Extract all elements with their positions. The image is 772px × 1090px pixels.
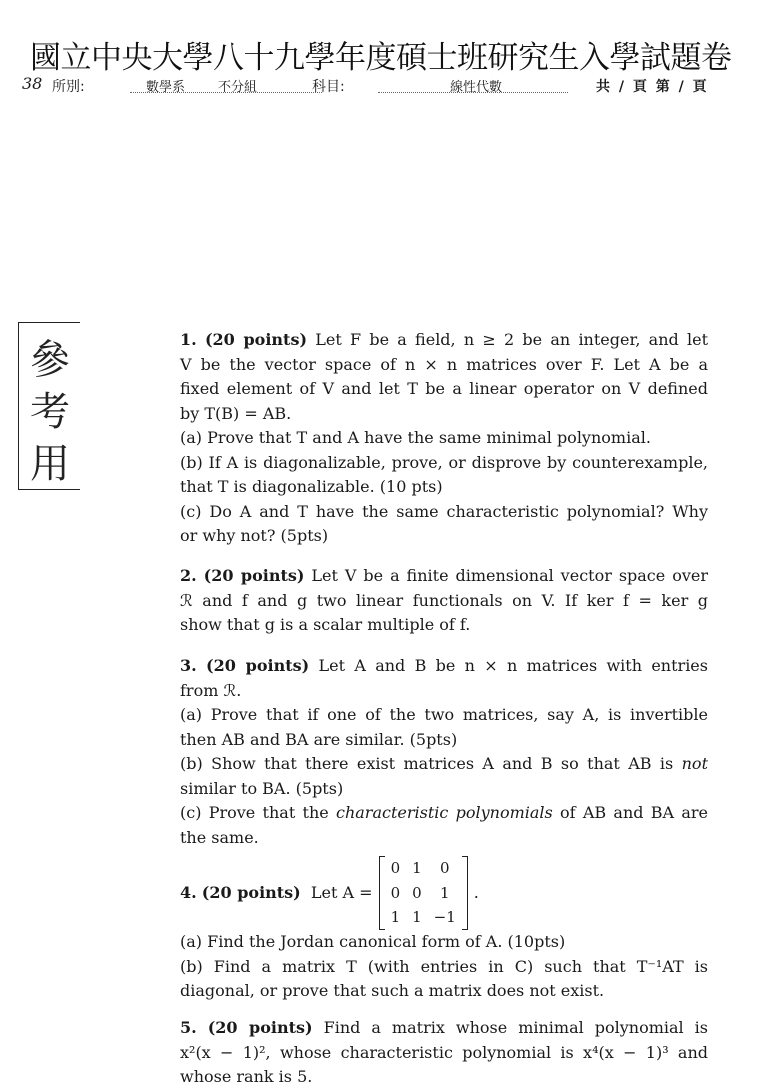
exam-title: 國立中央大學八十九學年度碩士班研究生入學試題卷 [30, 40, 732, 76]
problem-1 [180, 328, 708, 549]
problem-1-text: Let F be a field, n ≥ 2 be an integer, and let [315, 330, 708, 349]
problem-3-part-a: (a) Prove that if one of the two matrices, say A, is invertible [180, 705, 708, 724]
problem-3-part-c: (c) Prove that the [180, 803, 336, 822]
problem-3-part-b: similar to BA. (5pts) [180, 778, 344, 798]
problem-3-text: from ℛ. [180, 680, 242, 700]
subject-label: 科目: [312, 79, 345, 95]
dept-value: 數學系 [146, 80, 186, 95]
problem-1-text: fixed element of V and let T be a linear operator on V defined [180, 379, 708, 398]
problem-1-text: V be the vector space of n × n matrices over F. Let A be a [180, 354, 708, 374]
problem-5 [180, 1016, 708, 1090]
matrix-cell: 1 [412, 859, 422, 878]
problem-2-text: show that g is a scalar multiple of f. [180, 615, 471, 634]
group-value: 不分組 [218, 80, 258, 95]
problem-1-points: (20 points) [204, 330, 308, 349]
header-info-row [22, 76, 767, 98]
problem-4-statement [180, 856, 708, 930]
problem-5-points: (20 points) [207, 1018, 313, 1037]
problem-2-points: (20 points) [203, 566, 305, 585]
problem-4-period: . [473, 882, 479, 902]
matrix-a-entries [385, 856, 462, 930]
problem-4-part-a: (a) Find the Jordan canonical form of A. (10pts) [180, 932, 566, 951]
problem-2-number: 2. [180, 566, 197, 585]
problem-1-number: 1. [180, 330, 197, 349]
problem-3-part-c: the same. [180, 827, 259, 847]
problem-1-part-b: (b) If A is diagonalizable, prove, or disprove by counterexample, [180, 452, 708, 472]
problem-3-part-c: of AB and BA are [552, 803, 709, 822]
problem-4-number: 4. [180, 882, 197, 902]
problem-3-emphasis: characteristic polynomials [336, 803, 553, 822]
problem-1-part-a: (a) Prove that T and A have the same minimal polynomial. [180, 428, 651, 447]
dept-label: 所別: [52, 79, 85, 95]
matrix-cell: 0 [412, 883, 422, 902]
problem-1-part-c: or why not? (5pts) [180, 526, 329, 545]
problem-3-part-a: then AB and BA are similar. (5pts) [180, 729, 458, 749]
problem-3-text: Let A and B be n × n matrices with entries [318, 656, 708, 675]
matrix-right-bracket [462, 856, 468, 930]
matrix-cell: 1 [439, 883, 450, 902]
problem-4-points: (20 points) [201, 882, 301, 902]
matrix-cell: 0 [439, 859, 450, 878]
problem-4-part-b: diagonal, or prove that such a matrix does not exist. [180, 981, 605, 1000]
problem-2-text: ℛ and f and g two linear functionals on V. If ker f = ker g [180, 590, 708, 610]
problem-5-text: Find a matrix whose minimal polynomial is [323, 1018, 708, 1037]
problem-3 [180, 654, 708, 850]
problem-4 [180, 856, 708, 1004]
problem-2-text: Let V be a finite dimensional vector space over [311, 566, 708, 585]
problem-4-text: Let A = [310, 882, 373, 902]
problem-3-emphasis: not [681, 754, 708, 773]
page-info: 共 / 頁 第 / 頁 [596, 79, 707, 95]
problem-3-points: (20 points) [206, 656, 310, 675]
matrix-a [379, 856, 468, 930]
problem-5-text: whose rank is 5. [180, 1067, 313, 1086]
problem-2 [180, 564, 708, 638]
matrix-cell: 1 [412, 908, 422, 927]
matrix-cell: 0 [390, 883, 401, 902]
problem-1-part-b: that T is diagonalizable. (10 pts) [180, 477, 443, 496]
subject-value: 線性代數 [450, 80, 503, 95]
problem-5-text: x²(x − 1)², whose characteristic polynomial is x⁴(x − 1)³ and [180, 1042, 708, 1062]
problem-1-part-c: (c) Do A and T have the same characteristic polynomial? Why [180, 501, 708, 521]
problem-3-number: 3. [180, 656, 197, 675]
problem-5-number: 5. [180, 1018, 197, 1037]
stamp-text: 參考用 [30, 337, 70, 487]
matrix-cell: −1 [433, 908, 456, 927]
problem-4-part-b: (b) Find a matrix T (with entries in C) such that T⁻¹AT is [180, 956, 708, 976]
matrix-cell: 0 [390, 859, 401, 878]
problem-3-part-b: (b) Show that there exist matrices A and B so that AB is [180, 754, 682, 773]
handwritten-mark: 38 [22, 74, 43, 93]
reference-stamp [22, 334, 78, 490]
problem-1-text: by T(B) = AB. [180, 403, 292, 423]
matrix-cell: 1 [390, 908, 401, 927]
